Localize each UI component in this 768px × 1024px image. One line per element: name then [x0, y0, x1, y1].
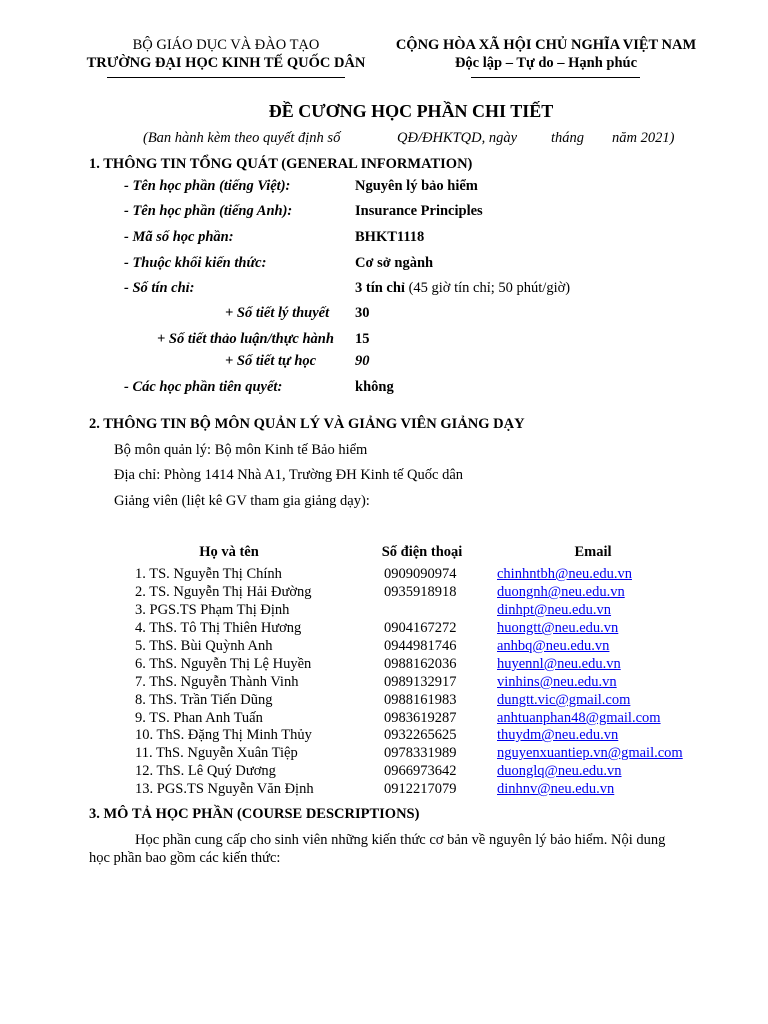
credits-note: (45 giờ tín chỉ; 50 phút/giờ) [404, 280, 571, 296]
info-value: BHKT1118 [355, 229, 425, 245]
lecturers-intro: Giảng viên (liệt kê GV tham gia giảng dạy): [114, 493, 370, 509]
lecturer-name: 12. ThS. Lê Quý Dương [135, 763, 276, 779]
lecturer-name: 5. ThS. Bùi Quỳnh Anh [135, 638, 273, 654]
national-motto: Độc lập – Tự do – Hạnh phúc [454, 55, 638, 71]
credits-value: 3 tín chỉ [355, 280, 405, 296]
subtitle-part4: năm 2021) [612, 130, 675, 146]
section2-heading: 2. THÔNG TIN BỘ MÔN QUẢN LÝ VÀ GIẢNG VIÊN GIẢNG DẠY [89, 416, 525, 432]
info-row-course-name-en [0, 203, 768, 225]
info-label: - Tên học phần (tiếng Anh): [124, 203, 293, 219]
lecturer-name: 4. ThS. Tô Thị Thiên Hương [135, 620, 302, 636]
lecturer-phone: 0989132917 [384, 674, 457, 690]
lecturer-phone: 0932265625 [384, 727, 457, 743]
section1-heading: 1. THÔNG TIN TỔNG QUÁT (GENERAL INFORMATION) [89, 156, 473, 172]
lecturer-name: 1. TS. Nguyễn Thị Chính [135, 566, 282, 582]
lecturer-phone: 0904167272 [384, 620, 457, 636]
lecturer-name: 2. TS. Nguyễn Thị Hải Đường [135, 584, 312, 600]
lecturer-email-link[interactable]: dungtt.vic@gmail.com [497, 692, 631, 708]
university-name: TRƯỜNG ĐẠI HỌC KINH TẾ QUỐC DÂN [86, 55, 366, 71]
info-row-prerequisites [0, 379, 768, 401]
lecturer-name: 11. ThS. Nguyễn Xuân Tiệp [135, 745, 298, 761]
left-header-underline [107, 77, 345, 78]
subtitle-part3: tháng [551, 130, 585, 146]
lecturer-name: 13. PGS.TS Nguyễn Văn Định [135, 781, 314, 797]
table-row [0, 656, 768, 674]
lecturer-email-link[interactable]: chinhntbh@neu.edu.vn [497, 566, 632, 582]
table-header-email: Email [574, 544, 612, 560]
lecturer-email-link[interactable]: thuydm@neu.edu.vn [497, 727, 619, 743]
lecturer-phone: 0944981746 [384, 638, 457, 654]
lecturer-phone: 0935918918 [384, 584, 457, 600]
table-row [0, 674, 768, 692]
info-label: - Mã số học phần: [124, 229, 234, 245]
info-value: không [355, 379, 394, 395]
subtitle-part2: QĐ/ĐHKTQD, ngày [397, 130, 518, 146]
info-label: - Các học phần tiên quyết: [124, 379, 283, 395]
lecturer-phone: 0988162036 [384, 656, 457, 672]
info-value [355, 280, 570, 297]
description-line2: học phần bao gồm các kiến thức: [89, 850, 281, 866]
lecturer-phone: 0912217079 [384, 781, 457, 797]
right-header-underline [471, 77, 640, 78]
subtitle-part1: (Ban hành kèm theo quyết định số [143, 130, 341, 146]
lecturer-phone: 0983619287 [384, 710, 457, 726]
table-row [0, 584, 768, 602]
info-label: + Số tiết tự học [225, 353, 317, 369]
document-title: ĐỀ CƯƠNG HỌC PHẦN CHI TIẾT [268, 101, 554, 121]
lecturer-email-link[interactable]: anhbq@neu.edu.vn [497, 638, 610, 654]
lecturer-phone: 0966973642 [384, 763, 457, 779]
lecturer-phone: 0978331989 [384, 745, 457, 761]
info-label: - Tên học phần (tiếng Việt): [124, 178, 291, 194]
lecturer-name: 6. ThS. Nguyễn Thị Lệ Huyền [135, 656, 312, 672]
section3-heading: 3. MÔ TẢ HỌC PHẦN (COURSE DESCRIPTIONS) [89, 806, 420, 822]
info-row-course-name-vi [0, 178, 768, 200]
lecturer-name: 7. ThS. Nguyễn Thành Vinh [135, 674, 299, 690]
info-value: 15 [355, 331, 370, 347]
table-row [0, 745, 768, 763]
lecturer-phone: 0909090974 [384, 566, 457, 582]
table-row [0, 763, 768, 781]
address-line: Địa chỉ: Phòng 1414 Nhà A1, Trường ĐH Kinh tế Quốc dân [114, 467, 464, 483]
table-header-name: Họ và tên [199, 544, 259, 560]
lecturer-name: 9. TS. Phan Anh Tuấn [135, 710, 263, 726]
table-row [0, 566, 768, 584]
info-row-knowledge-block [0, 255, 768, 277]
lecturer-email-link[interactable]: huongtt@neu.edu.vn [497, 620, 619, 636]
lecturer-name: 3. PGS.TS Phạm Thị Định [135, 602, 290, 618]
info-value: Insurance Principles [355, 203, 483, 219]
info-label: + Số tiết lý thuyết [225, 305, 330, 321]
info-row-course-code [0, 229, 768, 251]
lecturer-name: 8. ThS. Trần Tiến Dũng [135, 692, 273, 708]
info-label: - Thuộc khối kiến thức: [124, 255, 267, 271]
lecturer-email-link[interactable]: dinhpt@neu.edu.vn [497, 602, 612, 618]
table-row [0, 638, 768, 656]
ministry-name: BỘ GIÁO DỤC VÀ ĐÀO TẠO [132, 37, 320, 53]
republic-name: CỘNG HÒA XÃ HỘI CHỦ NGHĨA VIỆT NAM [395, 37, 697, 53]
info-value: Cơ sở ngành [355, 255, 434, 271]
info-row-self-study-hours [0, 353, 768, 375]
info-row-theory-hours [0, 305, 768, 327]
table-header-phone: Số điện thoại [381, 544, 463, 560]
table-row [0, 602, 768, 620]
info-value: Nguyên lý bảo hiểm [355, 178, 478, 194]
department-line: Bộ môn quản lý: Bộ môn Kinh tế Bảo hiểm [114, 442, 368, 458]
info-value: 90 [355, 353, 370, 369]
lecturer-email-link[interactable]: duongnh@neu.edu.vn [497, 584, 625, 600]
lecturer-email-link[interactable]: anhtuanphan48@gmail.com [497, 710, 661, 726]
lecturer-email-link[interactable]: dinhnv@neu.edu.vn [497, 781, 615, 797]
table-row [0, 781, 768, 799]
table-row [0, 620, 768, 638]
info-label: - Số tín chỉ: [124, 280, 195, 296]
lecturer-email-link[interactable]: huyennl@neu.edu.vn [497, 656, 621, 672]
table-row [0, 692, 768, 710]
info-row-credits [0, 280, 768, 302]
lecturer-email-link[interactable]: nguyenxuantiep.vn@gmail.com [497, 745, 683, 761]
table-row [0, 727, 768, 745]
lecturer-email-link[interactable]: duonglq@neu.edu.vn [497, 763, 622, 779]
info-value: 30 [355, 305, 370, 321]
info-label: + Số tiết thảo luận/thực hành [157, 331, 334, 347]
lecturer-email-link[interactable]: vinhins@neu.edu.vn [497, 674, 617, 690]
lecturer-name: 10. ThS. Đặng Thị Minh Thủy [135, 727, 312, 743]
info-row-discussion-hours [0, 331, 768, 353]
lecturer-phone: 0988161983 [384, 692, 457, 708]
table-row [0, 710, 768, 728]
description-line1: Học phần cung cấp cho sinh viên những kiến thức cơ bản về nguyên lý bảo hiểm. Nội dung [135, 832, 666, 848]
